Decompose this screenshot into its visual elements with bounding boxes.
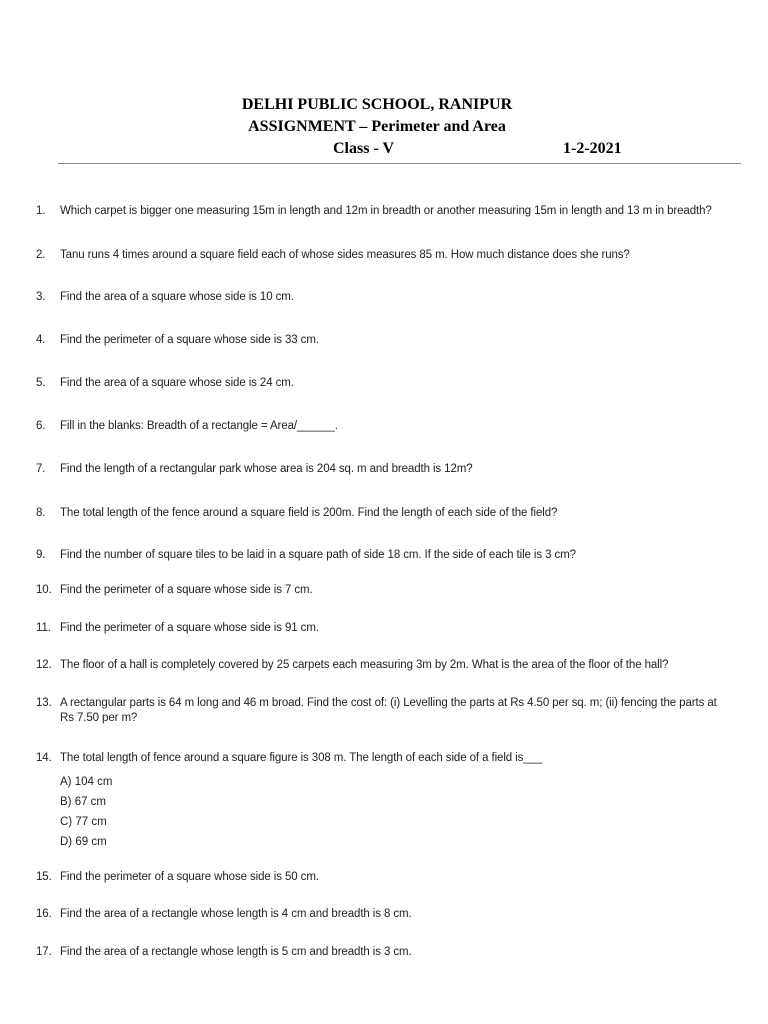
header-divider [58, 163, 741, 164]
question-number: 17. [36, 946, 52, 958]
question-text: Find the area of a square whose side is 24 cm. [60, 377, 294, 389]
option-a: A) 104 cm [60, 776, 113, 788]
question-number: 2. [36, 249, 46, 261]
question-text: Tanu runs 4 times around a square field each of whose sides measures 85 m. How much distance does she runs? [60, 249, 630, 261]
question-text: The total length of fence around a square figure is 308 m. The length of each side of a field is___ [60, 752, 543, 764]
question-number: 10. [36, 584, 52, 596]
question-text: Find the perimeter of a square whose side is 7 cm. [60, 584, 313, 596]
assignment-title: ASSIGNMENT – Perimeter and Area [248, 118, 506, 135]
question-number: 16. [36, 908, 52, 920]
question-number: 3. [36, 291, 46, 303]
school-name: DELHI PUBLIC SCHOOL, RANIPUR [241, 96, 513, 113]
class-label: Class - V [333, 140, 395, 157]
question-number: 1. [36, 205, 46, 217]
question-text: A rectangular parts is 64 m long and 46 m broad. Find the cost of: (i) Levelling the parts at Rs 4.50 per sq. m; (ii) fencing the parts at Rs 7.50 per m? [60, 697, 717, 724]
option-c: C) 77 cm [60, 816, 107, 828]
question-text: Find the perimeter of a square whose side is 33 cm. [60, 334, 319, 346]
question-number: 15. [36, 871, 52, 883]
question-text: The total length of the fence around a square field is 200m. Find the length of each side of the field? [60, 507, 558, 519]
question-text: The floor of a hall is completely covered by 25 carpets each measuring 3m by 2m. What is the area of the floor of the hall? [60, 659, 669, 671]
class-date-line [0, 138, 768, 160]
assignment-date: 1-2-2021 [563, 140, 622, 157]
question-number: 11. [36, 622, 51, 634]
document-header [0, 94, 768, 160]
question-number: 8. [36, 507, 46, 519]
question-number: 7. [36, 463, 46, 475]
question-number: 13. [36, 697, 52, 709]
question-text: Find the perimeter of a square whose side is 91 cm. [60, 622, 319, 634]
option-d: D) 69 cm [60, 836, 107, 848]
question-text: Find the perimeter of a square whose side is 50 cm. [60, 871, 319, 883]
question-text: Which carpet is bigger one measuring 15m in length and 12m in breadth or another measuring 15m in length and 13 m in breadth? [60, 205, 712, 217]
question-number: 5. [36, 377, 46, 389]
question-number: 14. [36, 752, 52, 764]
question-number: 6. [36, 420, 46, 432]
question-number: 9. [36, 549, 46, 561]
question-text: Find the area of a rectangle whose length is 4 cm and breadth is 8 cm. [60, 908, 412, 920]
question-number: 4. [36, 334, 46, 346]
question-text: Find the length of a rectangular park whose area is 204 sq. m and breadth is 12m? [60, 463, 473, 475]
option-b: B) 67 cm [60, 796, 107, 808]
question-number: 12. [36, 659, 52, 671]
question-text: Find the area of a rectangle whose length is 5 cm and breadth is 3 cm. [60, 946, 412, 958]
question-text: Find the area of a square whose side is 10 cm. [60, 291, 294, 303]
question-text: Find the number of square tiles to be laid in a square path of side 18 cm. If the side of each tile is 3 cm? [60, 549, 576, 561]
question-text: Fill in the blanks: Breadth of a rectangle = Area/______. [60, 420, 338, 432]
